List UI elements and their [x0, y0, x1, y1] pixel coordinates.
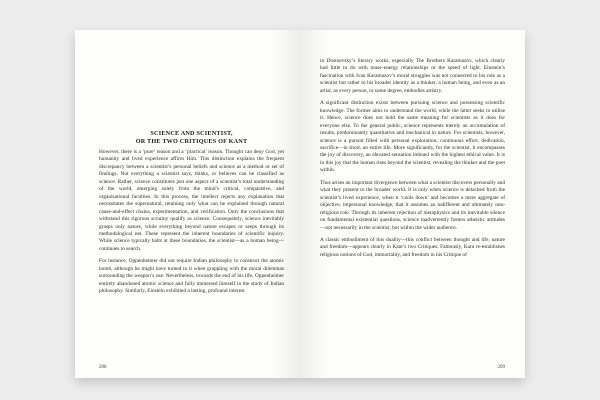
paragraph: For instance, Oppenheimer did not require Indian philosophy to construct the atomic bomb, although he might have turned to it when grappling with the moral dilemmas surrounding the weapon’s use. Nevertheless, towards the end of his life, Oppenheimer entirely abandoned atomic science and fully immersed himself in the study of Indian philosophy. Similarly, Einstein exhibited a lasting, profound interest	[99, 258, 284, 295]
page-number-right: 209	[497, 365, 505, 370]
paragraph: Thus arises an important divergence between what a scientist discovers personally and what they present to the broader world. It is only when science is detached from the scientist’s lived experience, when it ‘cools down’ and becomes a mere aggregate of objective, impersonal knowledge, that it assumes an indifferent and ultimately non-religious role. Through its inherent rejection of metaphysics and its inevitable silence on fundamental existential questions, science inadvertently fosters atheistic attitudes—not necessarily in the scientist, but within the wider audience.	[320, 179, 505, 231]
chapter-heading	[99, 130, 284, 146]
book-spread	[75, 30, 525, 378]
left-page	[75, 30, 300, 378]
heading-line-2: OR THE TWO CRITIQUES OF KANT	[135, 138, 248, 145]
right-page-text	[320, 58, 505, 264]
left-page-text	[99, 130, 284, 301]
paragraph: A significant distinction exists between pursuing science and possessing scientific knowledge. The former aims to understand the world, while the latter seeks to utilise it. Hence, science does not hold the same meaning for scientists as it does for everyone else. To the general public, science represents merely an accumulation of results, predominantly quantitative and mechanical in nature. For scientists, however, science is a pursuit filled with personal exploration, continuous effort, dedication, sacrifice—in short, an entire life. More significantly, for the scientist, it encompasses the joy of discovery, an elevated sensation imbued with the highest ethical value. It is in this joy that the human rises beyond the scientist, revealing the thinker and the poet within.	[320, 100, 505, 174]
paragraph: in Dostoevsky’s literary works, especially The Brothers Karamazov, which clearly had little to do with mass–energy relationships or the speed of light. Einstein’s fascination with Ivan Karamazov’s moral struggles was not connected to his role as a scientist but rather to his broader identity as a thinker, a human being, and even as an artist, as every person, to some degree, embodies artistry.	[320, 58, 505, 94]
heading-line-1: SCIENCE AND SCIENTIST,	[150, 130, 233, 137]
paragraph: However, there is a ‘pure’ reason and a ‘practical’ reason. Thought can deny God, yet humanity and lived experience affirm Him. This distinction explains the frequent discrepancy between a scientist’s personal beliefs and science as a method or set of findings. Not everything a scientist says, thinks, or believes can be classified as science. Rather, science constitutes just one aspect of a scientist’s total understanding of the world, emerging solely from the mind’s critical, comparative, and organisational faculties. In this process, the intellect rejects any explanation that necessitates the supernatural, retaining only what can be explained through natural cause-and-effect chains, experimentation, and verification. Only the conclusions that withstand this rigorous scrutiny qualify as science. Consequently, science inevitably grasps only nature, while everything beyond nature escapes or seeps through its methodological net. These represent the inherent boundaries of scientific inquiry. While science typically halts at these boundaries, the scientist—as a human being—continues to search.	[99, 149, 284, 252]
right-page	[300, 30, 525, 378]
paragraph: A classic embodiment of this duality—this conflict between thought and life, nature and freedom—appears clearly in Kant’s two Critiques. Famously, Kant re-establishes religious notions of God, immortality, and freedom in his Critique of	[320, 236, 505, 258]
page-number-left: 208	[99, 365, 107, 370]
